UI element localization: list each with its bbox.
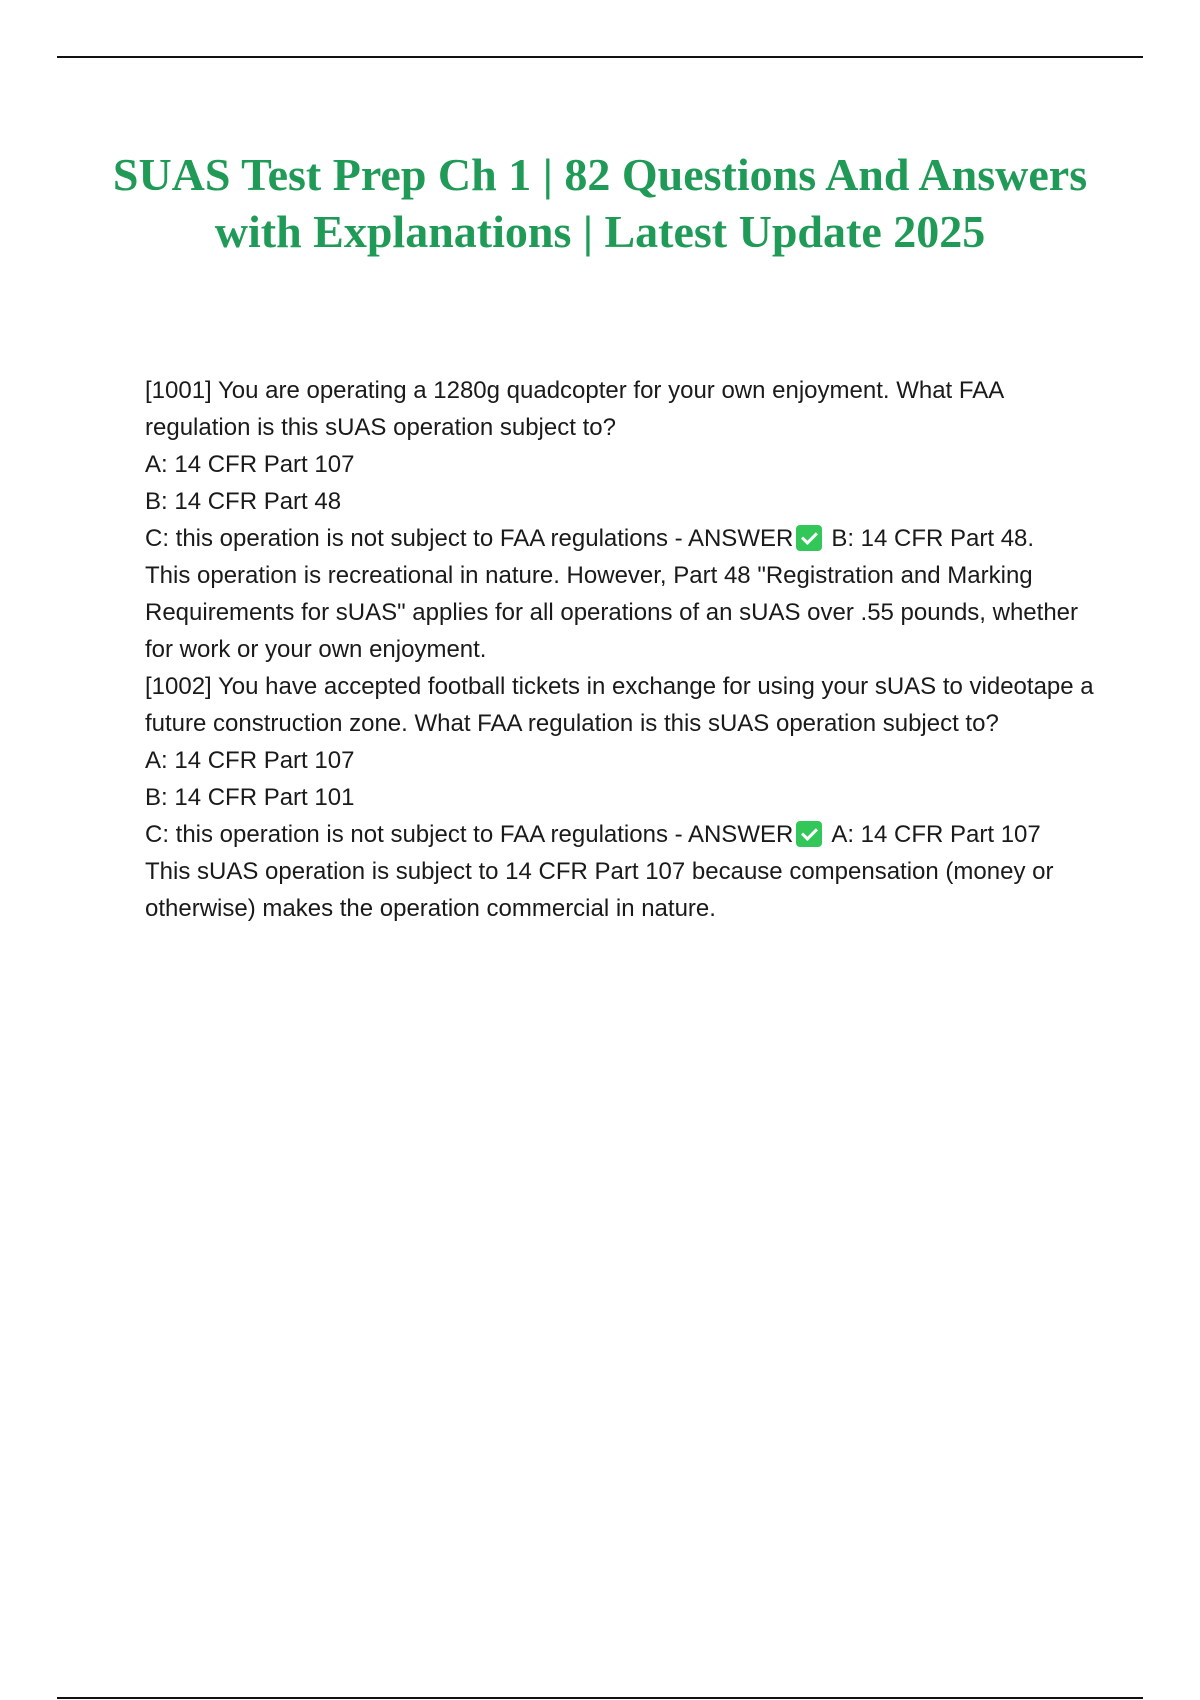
- question-1002-answer: A: 14 CFR Part 107: [831, 821, 1041, 848]
- question-1001-option-b: B: 14 CFR Part 48: [145, 488, 342, 515]
- question-1001-option-c: C: this operation is not subject to FAA regulations - ANSWER: [145, 525, 794, 552]
- question-1002-text: [1002] You have accepted football tickets in exchange for using your sUAS to videotape a future construction zone. What FAA regulation is this sUAS operation subject to?: [145, 673, 1094, 737]
- question-1002-option-a: A: 14 CFR Part 107: [145, 747, 355, 774]
- question-1001-explanation: This operation is recreational in nature. However, Part 48 "Registration and Marking Requirements for sUAS" applies for all operations of an sUAS over .55 pounds, whether for work or your own enjoyment.: [145, 562, 1079, 663]
- check-icon: [796, 525, 822, 551]
- question-1002-option-c: C: this operation is not subject to FAA regulations - ANSWER: [145, 821, 794, 848]
- document-title: SUAS Test Prep Ch 1 | 82 Questions And Answers with Explanations | Latest Update 2025: [112, 149, 1088, 257]
- question-1001-text: [1001] You are operating a 1280g quadcopter for your own enjoyment. What FAA regulation is this sUAS operation subject to?: [145, 377, 1003, 441]
- question-1001-option-c-line: [145, 520, 1095, 557]
- question-1001-option-a: A: 14 CFR Part 107: [145, 451, 355, 478]
- question-1002-explanation: This sUAS operation is subject to 14 CFR Part 107 because compensation (money or otherwise) makes the operation commercial in nature.: [145, 858, 1054, 922]
- bottom-rule: [57, 1697, 1143, 1699]
- question-1002-option-c-line: [145, 816, 1095, 853]
- question-1001-answer: B: 14 CFR Part 48.: [831, 525, 1035, 552]
- document-body: [145, 372, 1095, 927]
- question-1002-option-b: B: 14 CFR Part 101: [145, 784, 355, 811]
- top-rule: [57, 56, 1143, 58]
- check-icon: [796, 821, 822, 847]
